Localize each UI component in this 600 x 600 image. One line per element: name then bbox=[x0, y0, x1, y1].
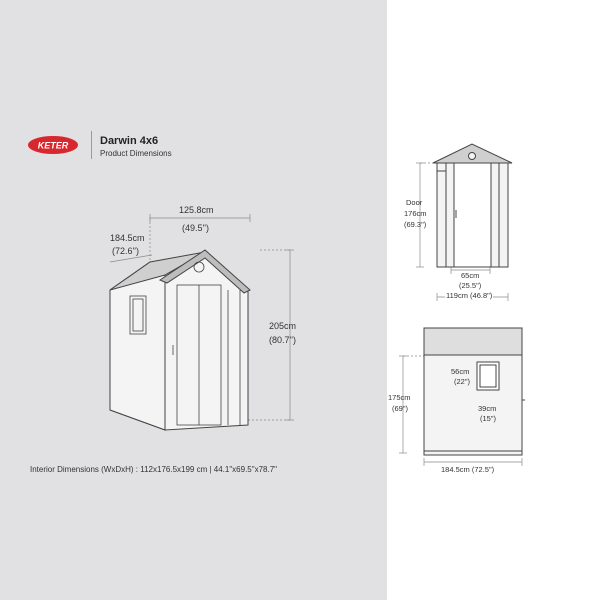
side-length: 184.5cm (72.5") bbox=[441, 465, 495, 474]
width-in-label: (49.5'') bbox=[182, 223, 209, 233]
interior-dimensions: Interior Dimensions (WxDxH) : 112x176.5x199 cm | 44.1"x69.5"x78.7" bbox=[30, 465, 277, 474]
side-height-cm: 175cm bbox=[388, 393, 411, 402]
door-height-cm: 176cm bbox=[404, 209, 427, 218]
window-width-in: (15") bbox=[480, 414, 496, 423]
door-width-in: (25.5") bbox=[459, 281, 482, 290]
front-overall-width: 119cm (46.8") bbox=[446, 291, 493, 300]
window-height-cm: 56cm bbox=[451, 367, 470, 376]
window-width-cm: 39cm bbox=[478, 404, 497, 413]
depth-cm-label: 184.5cm bbox=[110, 233, 145, 243]
door-width-cm: 65cm bbox=[461, 271, 480, 280]
product-subtitle: Product Dimensions bbox=[100, 149, 172, 158]
window-height-in: (22") bbox=[454, 377, 470, 386]
door-label: Door bbox=[406, 198, 423, 207]
width-cm-label: 125.8cm bbox=[179, 205, 214, 215]
height-cm-label: 205cm bbox=[269, 321, 297, 331]
height-in-label: (80.7'') bbox=[269, 335, 296, 345]
svg-text:KETER: KETER bbox=[37, 140, 69, 151]
product-title: Darwin 4x6 bbox=[100, 135, 159, 147]
depth-in-label: (72.6'') bbox=[112, 246, 139, 256]
door-height-in: (69.3") bbox=[404, 220, 427, 229]
side-height-in: (69") bbox=[392, 404, 408, 413]
